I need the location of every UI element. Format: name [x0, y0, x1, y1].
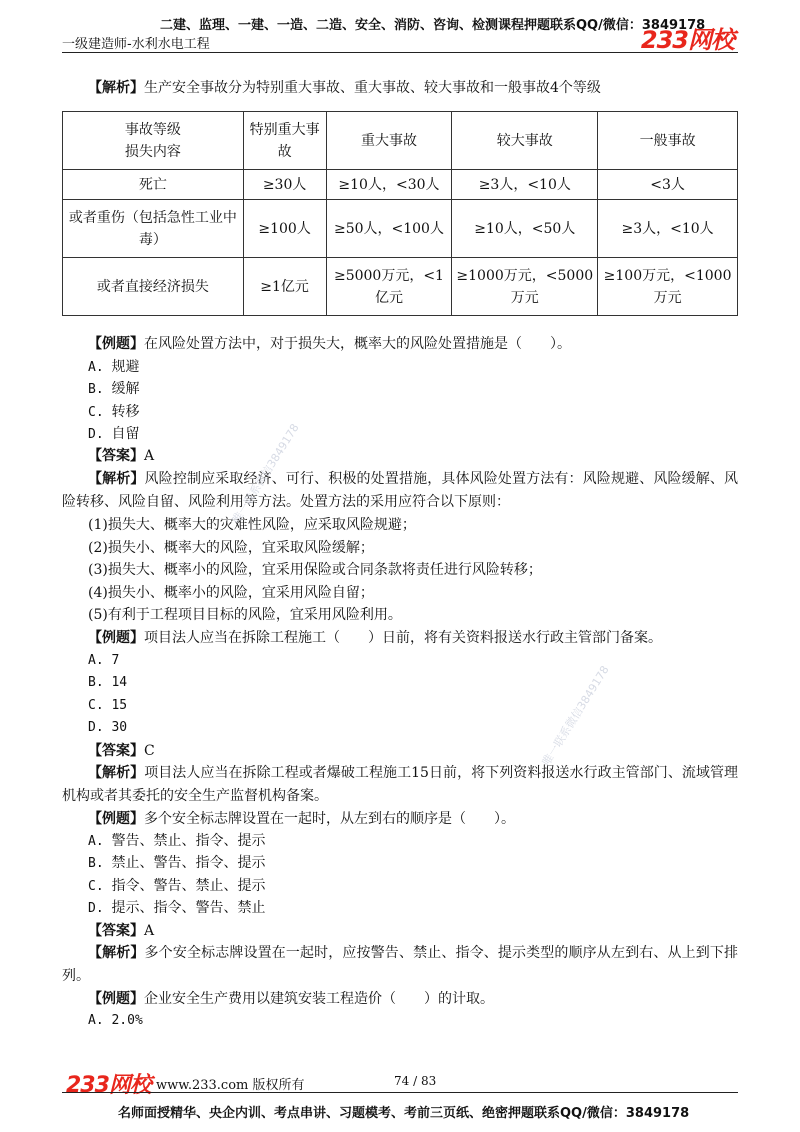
- option-letter: A.: [88, 653, 104, 668]
- option-text: 30: [111, 720, 128, 735]
- analysis-text: 多个安全标志牌设置在一起时，应按警告、禁止、指令、提示类型的顺序从左到右、从上到下排列。: [62, 945, 739, 984]
- corner-top: 事故等级: [124, 121, 181, 138]
- analysis-tag: 【解析】: [88, 765, 145, 781]
- question-text: 多个安全标志牌设置在一起时，从左到右的顺序是（ ）。: [144, 811, 515, 827]
- q3-answer: [88, 920, 738, 942]
- option-letter: A.: [88, 1013, 104, 1028]
- column-header: 一般事故: [598, 112, 738, 170]
- table-cell: ≥3人，<10人: [452, 170, 598, 200]
- q4-option-a: [88, 1010, 738, 1032]
- table-header-row: [63, 112, 738, 170]
- intro-paragraph: [88, 77, 738, 99]
- answer-tag: 【答案】: [88, 448, 144, 464]
- q1-analysis: [62, 468, 738, 513]
- principle-item: (1)损失大、概率大的灾难性风险，应采取风险规避；: [88, 517, 416, 533]
- option-letter: D.: [88, 901, 104, 916]
- header-contact: 二建、监理、一建、一造、二造、安全、消防、咨询、检测课程押题联系QQ/微信：3849178: [160, 18, 706, 33]
- column-header: 较大事故: [452, 112, 598, 170]
- row-label: 或者直接经济损失: [63, 258, 244, 316]
- q3-question: [88, 808, 738, 830]
- q2-option-b: [88, 672, 738, 694]
- q3-analysis: [62, 942, 738, 987]
- analysis-tag: 【解析】: [88, 80, 144, 96]
- watermark: 唯一联系微信3849178: [229, 421, 302, 526]
- option-letter: C.: [88, 698, 104, 713]
- page-number: 74 / 83: [394, 1074, 437, 1088]
- option-text: 7: [111, 653, 120, 668]
- option-letter: D.: [88, 427, 104, 442]
- question-text: 企业安全生产费用以建筑安装工程造价（ ）的计取。: [144, 991, 494, 1007]
- option-text: 15: [111, 698, 128, 713]
- analysis-tag: 【解析】: [88, 471, 145, 487]
- q2-option-c: [88, 695, 738, 717]
- row-label: 或者重伤（包括急性工业中毒）: [63, 200, 244, 258]
- table-cell: ≥1亿元: [243, 258, 326, 316]
- option-letter: B.: [88, 675, 104, 690]
- footer-logo: 233网校: [66, 1073, 151, 1098]
- option-letter: B.: [88, 856, 104, 871]
- answer-value: A: [144, 923, 155, 939]
- footer-contact: 名师面授精华、央企内训、考点串讲、习题模考、考前三页纸、绝密押题联系QQ/微信：3849178: [118, 1106, 690, 1121]
- q2-answer: [88, 740, 738, 762]
- q3-option-c: [88, 875, 738, 898]
- q1-option-c: [88, 401, 738, 424]
- column-header: 重大事故: [326, 112, 452, 170]
- q1-option-b: [88, 378, 738, 401]
- analysis-text: 风险控制应采取经济、可行、积极的处置措施，具体风险处置方法有：风险规避、风险缓解、风险转移、风险自留、风险利用等方法。处置方法的采用应符合以下原则：: [62, 471, 739, 510]
- principle-item: (3)损失大、概率小的风险，宜采用保险或合同条款将责任进行风险转移；: [88, 562, 542, 578]
- analysis-text: 项目法人应当在拆除工程或者爆破工程施工15日前，将下列资料报送水行政主管部门、流域管理机构或者其委托的安全生产监督机构备案。: [62, 765, 739, 804]
- option-text: 14: [111, 675, 128, 690]
- table-cell: ≥5000万元，<1亿元: [326, 258, 452, 316]
- table-cell: ≥100人: [243, 200, 326, 258]
- table-row: [63, 258, 738, 316]
- option-text: 2.0%: [111, 1013, 143, 1028]
- corner-bottom: 损失内容: [124, 143, 181, 160]
- header-divider: [62, 52, 738, 53]
- option-letter: B.: [88, 382, 104, 397]
- table-cell: ≥3人，<10人: [598, 200, 738, 258]
- table-cell: ≥50人，<100人: [326, 200, 452, 258]
- table-cell: <3人: [598, 170, 738, 200]
- q1-answer: [88, 445, 738, 467]
- answer-value: A: [144, 448, 155, 464]
- q2-question: [88, 627, 738, 649]
- table-cell: ≥100万元，<1000万元: [598, 258, 738, 316]
- example-tag: 【例题】: [88, 811, 144, 827]
- option-text: 指令、警告、禁止、提示: [111, 878, 266, 894]
- table-row: [63, 170, 738, 200]
- answer-tag: 【答案】: [88, 743, 144, 759]
- header-subject: 一级建造师-水利水电工程: [62, 37, 210, 52]
- example-tag: 【例题】: [88, 630, 144, 646]
- option-text: 提示、指令、警告、禁止: [111, 900, 266, 916]
- option-letter: D.: [88, 720, 104, 735]
- answer-tag: 【答案】: [88, 923, 144, 939]
- example-tag: 【例题】: [88, 336, 144, 352]
- q3-option-a: [88, 830, 738, 853]
- option-letter: C.: [88, 405, 104, 420]
- option-text: 规避: [111, 359, 140, 375]
- column-header: 特别重大事故: [243, 112, 326, 170]
- example-tag: 【例题】: [88, 991, 144, 1007]
- option-text: 禁止、警告、指令、提示: [111, 855, 266, 871]
- option-text: 自留: [111, 426, 140, 442]
- option-text: 缓解: [111, 381, 140, 397]
- brand-logo: 233网校: [640, 26, 734, 54]
- q3-option-d: [88, 897, 738, 920]
- q2-option-a: [88, 650, 738, 672]
- option-text: 警告、禁止、指令、提示: [111, 833, 266, 849]
- q1-question: [88, 333, 738, 355]
- option-letter: C.: [88, 879, 104, 894]
- q3-option-b: [88, 852, 738, 875]
- analysis-tag: 【解析】: [88, 945, 145, 961]
- q2-analysis: [62, 762, 738, 807]
- option-letter: A.: [88, 360, 104, 375]
- footer-divider: [62, 1092, 738, 1093]
- table-cell: ≥1000万元，<5000万元: [452, 258, 598, 316]
- q4-question: [88, 988, 738, 1010]
- q1-option-a: [88, 356, 738, 379]
- principle-item: (4)损失小、概率小的风险，宜采用风险自留；: [88, 585, 374, 601]
- q2-option-d: [88, 717, 738, 739]
- table-corner-cell: [63, 112, 244, 170]
- question-text: 项目法人应当在拆除工程施工（ ）日前，将有关资料报送水行政主管部门备案。: [144, 630, 662, 646]
- table-cell: ≥30人: [243, 170, 326, 200]
- accident-grade-table: [62, 111, 738, 316]
- row-label: 死亡: [63, 170, 244, 200]
- option-letter: A.: [88, 834, 104, 849]
- option-text: 转移: [111, 404, 140, 420]
- answer-value: C: [144, 743, 155, 759]
- watermark: 唯一联系微信3849178: [539, 663, 612, 768]
- q1-option-d: [88, 423, 738, 446]
- table-cell: ≥10人，<30人: [326, 170, 452, 200]
- principle-item: (5)有利于工程项目目标的风险，宜采用风险利用。: [88, 607, 402, 623]
- principle-item: (2)损失小、概率大的风险，宜采取风险缓解；: [88, 540, 374, 556]
- table-cell: ≥10人，<50人: [452, 200, 598, 258]
- footer-site: www.233.com 版权所有: [156, 1078, 305, 1093]
- question-text: 在风险处置方法中，对于损失大，概率大的风险处置措施是（ ）。: [144, 336, 571, 352]
- intro-text: 生产安全事故分为特别重大事故、重大事故、较大事故和一般事故4个等级: [144, 80, 601, 96]
- table-row: [63, 200, 738, 258]
